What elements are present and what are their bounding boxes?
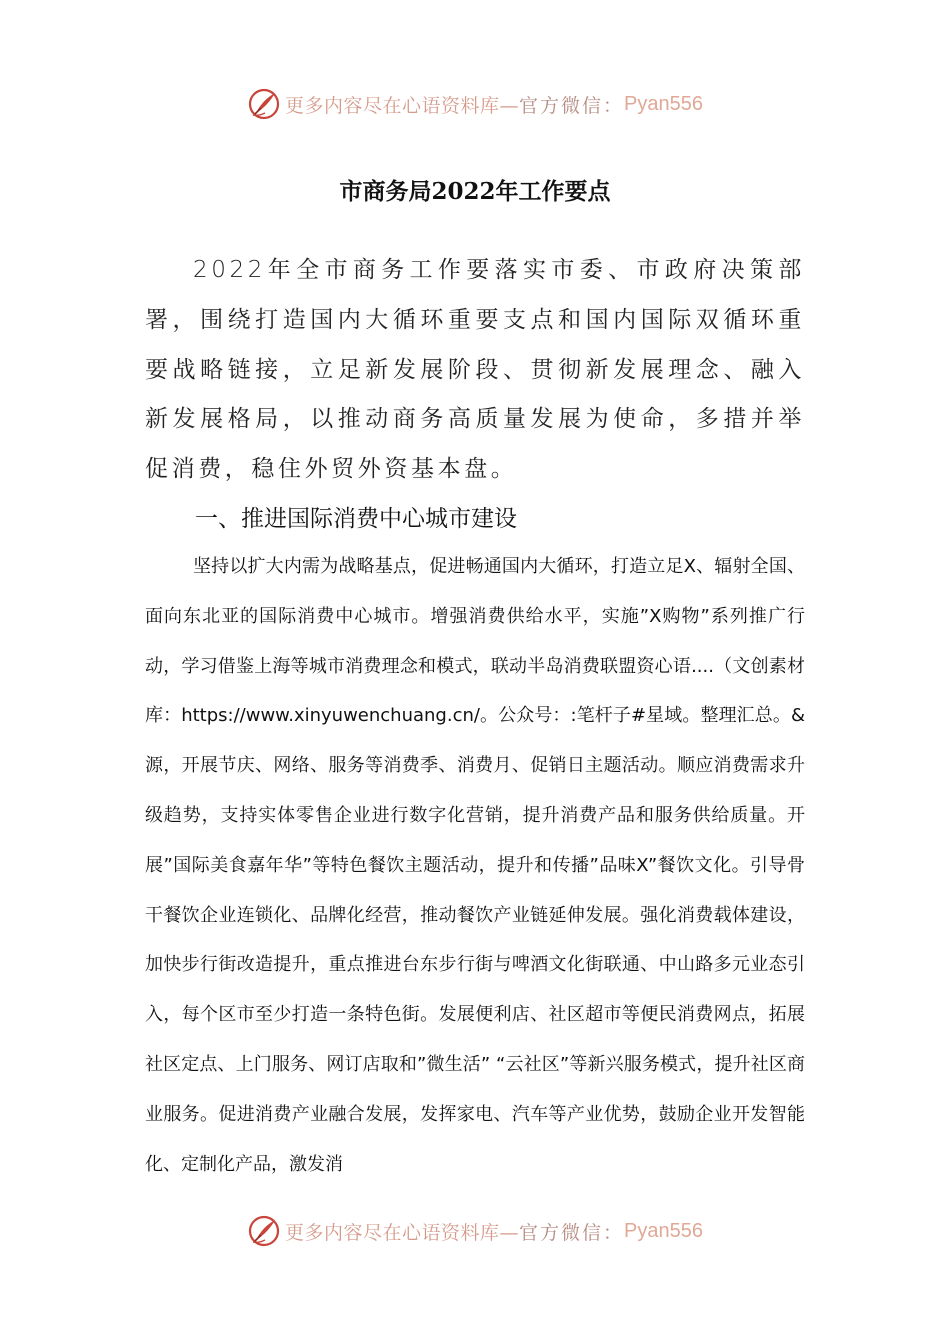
quill-pen-logo-icon	[247, 87, 281, 121]
intro-paragraph: 2022年全市商务工作要落实市委、市政府决策部署，围绕打造国内大循环重要支点和国内国际双循环重要战略链接，立足新发展阶段、贯彻新发展理念、融入新发展格局，以推动商务高质量发展为使命，多措并举促消费，稳住外贸外资基本盘。	[145, 257, 805, 483]
watermark-footer	[0, 1211, 950, 1251]
section-body-paragraph: 坚持以扩大内需为战略基点，促进畅通国内大循环，打造立足X、辐射全国、面向东北亚的国际消费中心城市。增强消费供给水平，实施”X购物”系列推广行动，学习借鉴上海等城市消费理念和模式，联动半岛消费联盟资心语....（文创素材库：https://www.xinyuwenchuang.cn/。公众号：:笔杆子#星域。整理汇总。&源，开展节庆、网络、服务等消费季、消费月、促销日主题活动。顺应消费需求升级趋势，支持实体零售企业进行数字化营销，提升消费产品和服务供给质量。开展”国际美食嘉年华”等特色餐饮主题活动，提升和传播”品味X”餐饮文化。引导骨干餐饮企业连锁化、品牌化经营，推动餐饮产业链延伸发展。强化消费载体建设，加快步行街改造提升，重点推进台东步行街与啤酒文化街联通、中山路多元业态引入，每个区市至少打造一条特色街。发展便利店、社区超市等便民消费网点，拓展社区定点、上门服务、网订店取和”微生活” “云社区”等新兴服务模式，提升社区商业服务。促进消费产业融合发展，发挥家电、汽车等产业优势，鼓励企业开发智能化、定制化产品，激发消	[145, 556, 805, 1175]
watermark-wechat-label: 官方微信：	[519, 94, 625, 117]
document-title: 市商务局2022年工作要点	[339, 178, 611, 205]
watermark-text: 更多内容尽在心语资料库—	[285, 1221, 520, 1244]
section-heading: 一、推进国际消费中心城市建设	[195, 506, 517, 532]
watermark-wechat-id: Pyan556	[624, 92, 703, 115]
watermark-wechat-label: 官方微信：	[519, 1221, 625, 1244]
watermark-text: 更多内容尽在心语资料库—	[285, 94, 520, 117]
quill-pen-logo-icon	[247, 1214, 281, 1248]
watermark-wechat-id: Pyan556	[624, 1219, 703, 1242]
watermark-header	[0, 84, 950, 124]
